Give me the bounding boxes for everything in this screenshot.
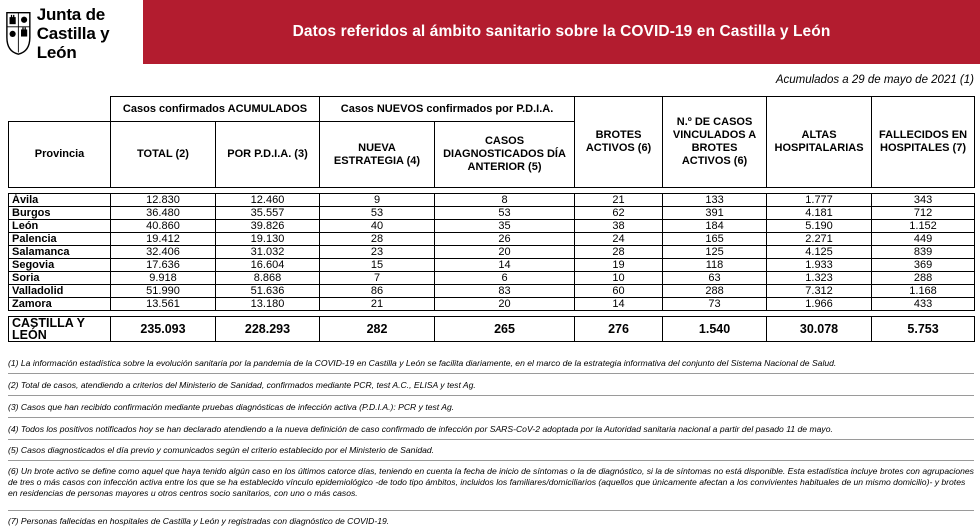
cell-fallecidos: 343 — [872, 194, 975, 207]
cell-altas: 1.966 — [767, 298, 872, 311]
footnote-7: (7) Personas fallecidas en hospitales de Castilla y León y registradas con diagnóstico de COVID-19. — [8, 516, 390, 526]
cell-pdia: 13.180 — [216, 298, 320, 311]
table-row — [9, 272, 975, 285]
col-header-pdia: POR P.D.I.A. (3) — [216, 122, 320, 188]
total-cell-vinculados: 1.540 — [663, 317, 767, 342]
cell-brotes: 14 — [575, 298, 663, 311]
col-header-brotes: BROTES ACTIVOS (6) — [575, 97, 663, 188]
col-header-vinculados: N.º DE CASOS VINCULADOS A BROTES ACTIVOS (6) — [663, 97, 767, 188]
footnote-1: (1) La información estadística sobre la evolución sanitaria por la pandemia de la COVID-19 en Castilla y León se facilita diariamente, en el marco de la estrategia informativa del conjunto del Sistema Nacional de Salud. — [8, 358, 837, 368]
cell-provincia: Palencia — [9, 233, 111, 246]
cell-pdia: 39.826 — [216, 220, 320, 233]
cell-provincia: Salamanca — [9, 246, 111, 259]
col-header-fallecidos: FALLECIDOS EN HOSPITALES (7) — [872, 97, 975, 188]
cell-brotes: 28 — [575, 246, 663, 259]
footnote-divider — [8, 510, 974, 511]
footnote-4: (4) Todos los positivos notificados hoy se han declarado atendiendo a la nueva definición de caso confirmado de infección por SARS-CoV-2 adoptada por la Autoridad sanitaria nacional a partir del pasado 11 de mayo. — [8, 424, 833, 434]
cell-nueva: 53 — [320, 207, 435, 220]
footnote-divider — [8, 417, 974, 418]
col-header-total: TOTAL (2) — [111, 122, 216, 188]
footnote-3: (3) Casos que han recibido confirmación mediante pruebas diagnósticas de infección activa (P.D.I.A.): PCR y test Ag. — [8, 402, 455, 412]
cell-total: 40.860 — [111, 220, 216, 233]
cell-total: 9.918 — [111, 272, 216, 285]
cell-total: 19.412 — [111, 233, 216, 246]
logo-line-1: Junta de — [36, 4, 106, 24]
group-header-row — [9, 97, 975, 122]
cell-altas: 1.777 — [767, 194, 872, 207]
cell-brotes: 10 — [575, 272, 663, 285]
cell-total: 36.480 — [111, 207, 216, 220]
cell-nueva: 15 — [320, 259, 435, 272]
cell-total: 17.636 — [111, 259, 216, 272]
table-row — [9, 259, 975, 272]
cell-nueva: 21 — [320, 298, 435, 311]
col-header-dia-anterior: CASOS DIAGNOSTICADOS DÍA ANTERIOR (5) — [435, 122, 575, 188]
cell-altas: 1.323 — [767, 272, 872, 285]
date-note: Acumulados a 29 de mayo de 2021 (1) — [775, 74, 974, 86]
cell-brotes: 38 — [575, 220, 663, 233]
covid-data-table — [8, 96, 975, 342]
cell-fallecidos: 449 — [872, 233, 975, 246]
total-cell-provincia: CASTILLA Y LEÓN — [9, 317, 111, 342]
cell-provincia: León — [9, 220, 111, 233]
cell-nueva: 86 — [320, 285, 435, 298]
cell-provincia: Burgos — [9, 207, 111, 220]
cell-fallecidos: 288 — [872, 272, 975, 285]
cell-altas: 7.312 — [767, 285, 872, 298]
cell-vinculados: 63 — [663, 272, 767, 285]
footnote-2: (2) Total de casos, atendiendo a criterios del Ministerio de Sanidad, confirmados mediante PCR, test A.C., ELISA y test Ag. — [8, 380, 476, 390]
cell-dia-anterior: 53 — [435, 207, 575, 220]
cell-dia-anterior: 20 — [435, 246, 575, 259]
group-header-new: Casos NUEVOS confirmados por P.D.I.A. — [320, 97, 575, 122]
footnote-6: (6) Un brote activo se define como aquel que haya tenido algún caso en los últimos catorce días, teniendo en cuenta la fecha de inicio de síntomas o la de diagnóstico, si la de síntomas no está disponible. Esta estadística incluye brotes con agrupaciones de tres o más casos con infección activa entre los que se ha establecido vínculo epidemiológico -de todo tipo ámbitos, incluidos los familiares/domiciliarios (aquellos que únicamente afectan a los convivientes habituales de un mismo domicilio)- y brotes en residencias de personas mayores u otros centros socio sanitarios, con uno o más casos. — [8, 466, 974, 498]
table-row — [9, 246, 975, 259]
cell-vinculados: 288 — [663, 285, 767, 298]
cell-brotes: 21 — [575, 194, 663, 207]
cell-vinculados: 118 — [663, 259, 767, 272]
total-cell-brotes: 276 — [575, 317, 663, 342]
col-header-provincia: Provincia — [9, 122, 111, 188]
cell-provincia: Valladolid — [9, 285, 111, 298]
cell-nueva: 9 — [320, 194, 435, 207]
cell-nueva: 23 — [320, 246, 435, 259]
cell-dia-anterior: 35 — [435, 220, 575, 233]
cell-vinculados: 165 — [663, 233, 767, 246]
col-header-altas: ALTAS HOSPITALARIAS — [767, 97, 872, 188]
junta-logo — [6, 4, 140, 62]
cell-dia-anterior: 6 — [435, 272, 575, 285]
cell-altas: 4.125 — [767, 246, 872, 259]
cell-pdia: 31.032 — [216, 246, 320, 259]
cell-total: 32.406 — [111, 246, 216, 259]
cell-vinculados: 184 — [663, 220, 767, 233]
cell-dia-anterior: 14 — [435, 259, 575, 272]
footnote-divider — [8, 460, 974, 461]
table-row — [9, 220, 975, 233]
cell-altas: 4.181 — [767, 207, 872, 220]
table-row — [9, 194, 975, 207]
footnote-divider — [8, 439, 974, 440]
cell-fallecidos: 712 — [872, 207, 975, 220]
title-banner — [143, 0, 980, 64]
table-row — [9, 298, 975, 311]
footnote-divider — [8, 395, 974, 396]
cell-total: 13.561 — [111, 298, 216, 311]
cell-fallecidos: 839 — [872, 246, 975, 259]
cell-nueva: 40 — [320, 220, 435, 233]
cell-vinculados: 125 — [663, 246, 767, 259]
footnote-5: (5) Casos diagnosticados el día previo y comunicados según el criterio establecido por el Ministerio de Sanidad. — [8, 445, 435, 455]
cell-pdia: 35.557 — [216, 207, 320, 220]
cell-pdia: 12.460 — [216, 194, 320, 207]
cell-vinculados: 391 — [663, 207, 767, 220]
cell-fallecidos: 1.152 — [872, 220, 975, 233]
cell-provincia: Segovia — [9, 259, 111, 272]
cell-total: 12.830 — [111, 194, 216, 207]
cell-vinculados: 73 — [663, 298, 767, 311]
cell-fallecidos: 1.168 — [872, 285, 975, 298]
total-cell-nueva: 282 — [320, 317, 435, 342]
cell-total: 51.990 — [111, 285, 216, 298]
banner-title: Datos referidos al ámbito sanitario sobre la COVID-19 en Castilla y León — [292, 23, 831, 40]
total-row — [9, 317, 975, 342]
cell-dia-anterior: 8 — [435, 194, 575, 207]
cell-dia-anterior: 26 — [435, 233, 575, 246]
table-row — [9, 285, 975, 298]
cell-fallecidos: 369 — [872, 259, 975, 272]
cell-altas: 2.271 — [767, 233, 872, 246]
logo-line-2: Castilla y León — [36, 23, 110, 62]
table-row — [9, 207, 975, 220]
total-cell-fallecidos: 5.753 — [872, 317, 975, 342]
cell-altas: 1.933 — [767, 259, 872, 272]
col-header-nueva: NUEVA ESTRATEGIA (4) — [320, 122, 435, 188]
table-body — [9, 188, 975, 342]
cell-nueva: 7 — [320, 272, 435, 285]
cell-pdia: 16.604 — [216, 259, 320, 272]
total-cell-pdia: 228.293 — [216, 317, 320, 342]
cell-pdia: 19.130 — [216, 233, 320, 246]
cell-provincia: Ávila — [9, 194, 111, 207]
cell-brotes: 62 — [575, 207, 663, 220]
cell-fallecidos: 433 — [872, 298, 975, 311]
total-cell-altas: 30.078 — [767, 317, 872, 342]
cell-provincia: Zamora — [9, 298, 111, 311]
cell-pdia: 8.868 — [216, 272, 320, 285]
cell-brotes: 24 — [575, 233, 663, 246]
cell-altas: 5.190 — [767, 220, 872, 233]
footnote-divider — [8, 373, 974, 374]
coat-of-arms-icon — [6, 8, 31, 58]
cell-dia-anterior: 83 — [435, 285, 575, 298]
cell-dia-anterior: 20 — [435, 298, 575, 311]
total-cell-dia-anterior: 265 — [435, 317, 575, 342]
blank-corner-cell — [9, 97, 111, 122]
cell-nueva: 28 — [320, 233, 435, 246]
cell-pdia: 51.636 — [216, 285, 320, 298]
cell-brotes: 60 — [575, 285, 663, 298]
table-row — [9, 233, 975, 246]
cell-provincia: Soria — [9, 272, 111, 285]
page-header — [0, 0, 980, 66]
total-cell-total: 235.093 — [111, 317, 216, 342]
group-header-accumulated: Casos confirmados ACUMULADOS — [111, 97, 320, 122]
cell-brotes: 19 — [575, 259, 663, 272]
cell-vinculados: 133 — [663, 194, 767, 207]
